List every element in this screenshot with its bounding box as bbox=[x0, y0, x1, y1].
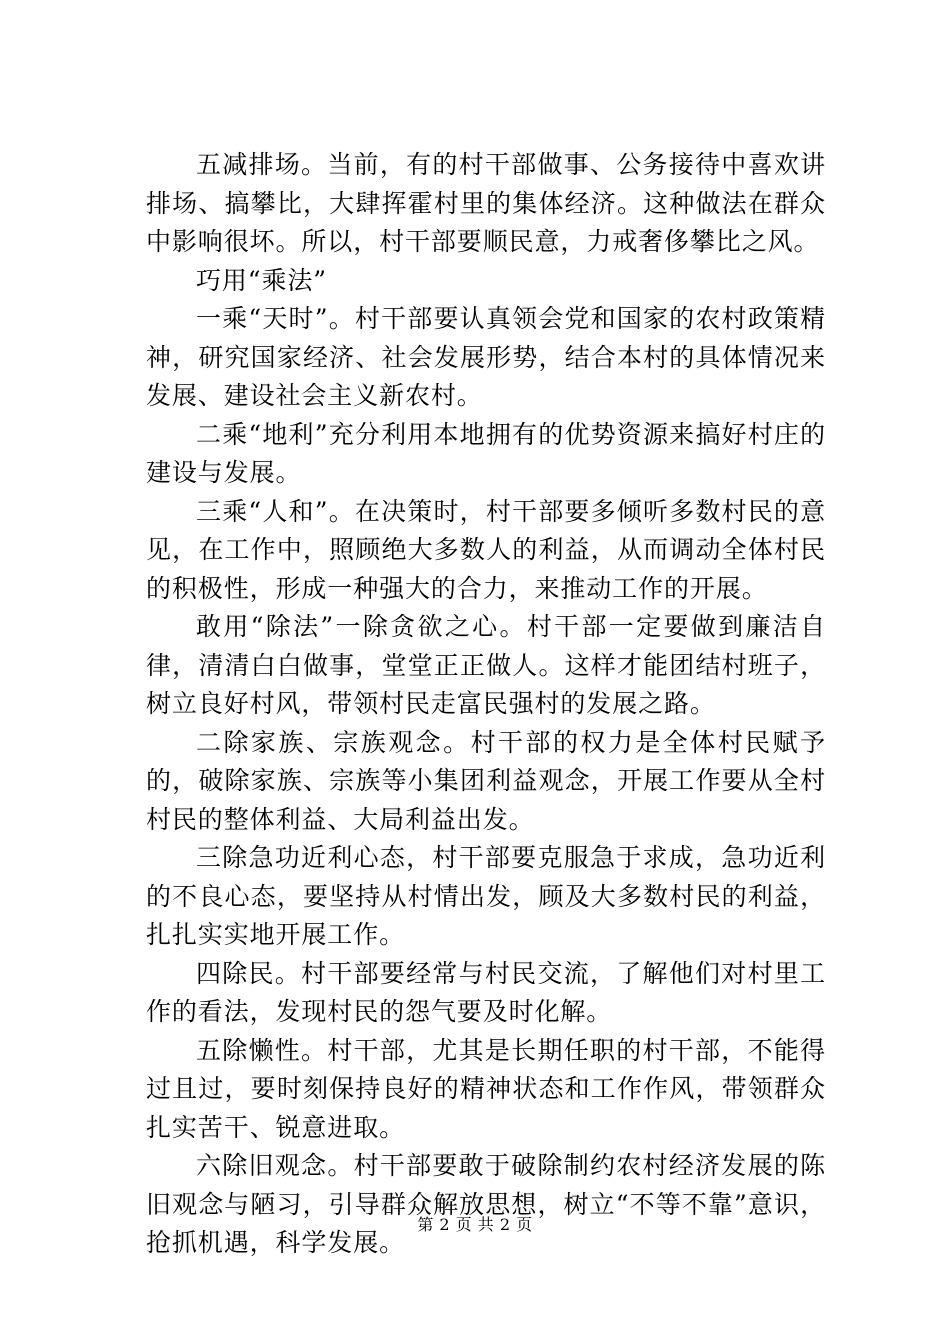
paragraph: 六除旧观念。村干部要敢于破除制约农村经济发展的陈旧观念与陋习，引导群众解放思想，树立“不等不靠”意识，抢抓机遇，科学发展。 bbox=[146, 1151, 826, 1257]
paragraph: 四除民。村干部要经常与村民交流，了解他们对村里工作的看法，发现村民的怨气要及时化解。 bbox=[146, 958, 826, 1026]
paragraph: 巧用“乘法” bbox=[196, 265, 327, 295]
paragraph: 一乘“天时”。村干部要认真领会党和国家的农村政策精神，研究国家经济、社会发展形势，结合本村的具体情况来发展、建设社会主义新农村。 bbox=[146, 304, 826, 410]
paragraph: 五减排场。当前，有的村干部做事、公务接待中喜欢讲排场、搞攀比，大肆挥霍村里的集体经济。这种做法在群众中影响很坏。所以，村干部要顺民意，力戒奢侈攀比之风。 bbox=[146, 150, 826, 256]
paragraph: 五除懒性。村干部，尤其是长期任职的村干部，不能得过且过，要时刻保持良好的精神状态和工作作风，带领群众扎实苦干、锐意进取。 bbox=[146, 1035, 826, 1142]
paragraph: 三乘“人和”。在决策时，村干部要多倾听多数村民的意见，在工作中，照顾绝大多数人的利益，从而调动全体村民的积极性，形成一种强大的合力，来推动工作的开展。 bbox=[146, 496, 826, 603]
page-number-footer: 第 2 页 共 2 页 bbox=[417, 1215, 533, 1234]
paragraph: 三除急功近利心态，村干部要克服急于求成，急功近利的不良心态，要坚持从村情出发，顾及大多数村民的利益，扎扎实实地开展工作。 bbox=[146, 843, 826, 949]
paragraph: 二除家族、宗族观念。村干部的权力是全体村民赋予的，破除家族、宗族等小集团利益观念，开展工作要从全村村民的整体利益、大局利益出发。 bbox=[146, 727, 826, 834]
paragraph: 敢用“除法”一除贪欲之心。村干部一定要做到廉洁自律，清清白白做事，堂堂正正做人。这样才能团结村班子，树立良好村风，带领村民走富民强村的发展之路。 bbox=[146, 612, 826, 718]
document-body bbox=[146, 146, 826, 1263]
paragraph: 二乘“地利”充分利用本地拥有的优势资源来搞好村庄的建设与发展。 bbox=[146, 419, 826, 487]
